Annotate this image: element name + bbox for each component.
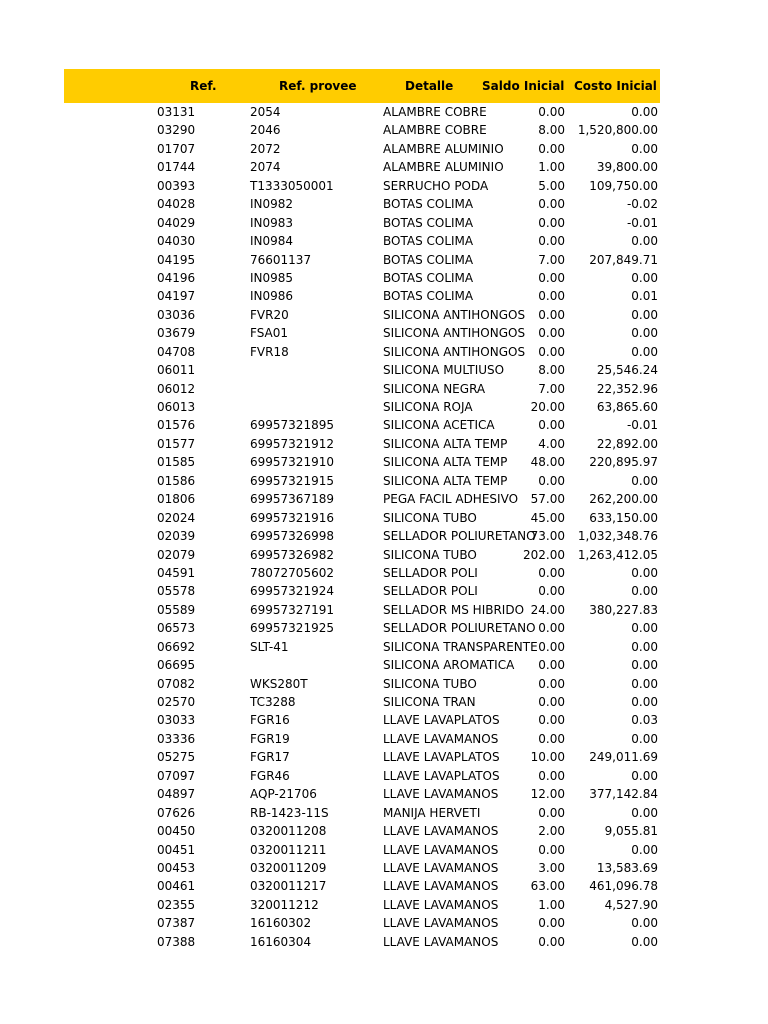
cell-costo-inicial[interactable]: 0.00	[631, 916, 658, 931]
table-row[interactable]	[64, 804, 660, 822]
cell-costo-inicial[interactable]: 0.00	[631, 307, 658, 322]
cell-costo-inicial[interactable]: 63,865.60	[596, 400, 658, 414]
header-costo-inicial[interactable]: Costo Inicial	[574, 79, 657, 93]
table-row[interactable]	[64, 638, 660, 656]
cell-detalle[interactable]: SILICONA ALTA TEMP	[383, 455, 508, 470]
cell-ref-provee[interactable]: 2054	[250, 105, 281, 119]
cell-detalle[interactable]: SELLADOR POLI	[383, 584, 478, 599]
cell-costo-inicial[interactable]: 207,849.71	[589, 252, 658, 267]
cell-detalle[interactable]: SILICONA AROMATICA	[383, 658, 515, 673]
cell-saldo-inicial[interactable]: 0.00	[538, 842, 565, 857]
table-row[interactable]	[64, 914, 660, 932]
cell-detalle[interactable]: SELLADOR MS HIBRIDO	[383, 602, 525, 617]
cell-saldo-inicial[interactable]: 0.00	[538, 234, 565, 249]
cell-saldo-inicial[interactable]: 0.00	[538, 639, 565, 654]
table-row[interactable]	[64, 177, 660, 195]
cell-saldo-inicial[interactable]: 1.00	[538, 160, 565, 175]
cell-saldo-inicial[interactable]: 8.00	[538, 123, 565, 138]
cell-saldo-inicial[interactable]: 45.00	[530, 510, 565, 525]
header-row	[64, 69, 660, 103]
cell-ref[interactable]: 02355	[157, 897, 196, 912]
table-row[interactable]	[64, 287, 660, 305]
table-row[interactable]	[64, 509, 660, 527]
cell-saldo-inicial[interactable]: 20.00	[530, 400, 565, 414]
cell-costo-inicial[interactable]: 377,142.84	[589, 787, 658, 802]
cell-ref-provee[interactable]: FGR46	[250, 768, 290, 783]
cell-costo-inicial[interactable]: 249,011.69	[589, 750, 658, 765]
cell-detalle[interactable]: LLAVE LAVAPLATOS	[383, 750, 500, 765]
cell-ref-provee[interactable]: IN0983	[250, 215, 294, 230]
cell-ref-provee[interactable]: 16160304	[250, 934, 312, 949]
cell-ref-provee[interactable]: 2072	[250, 141, 281, 156]
table-row[interactable]	[64, 693, 660, 711]
table-row[interactable]	[64, 453, 660, 471]
cell-detalle[interactable]: SILICONA ANTIHONGOS	[383, 326, 526, 341]
cell-ref-provee[interactable]: 69957321925	[250, 621, 334, 636]
table-row[interactable]	[64, 435, 660, 453]
cell-saldo-inicial[interactable]: 0.00	[538, 326, 565, 341]
cell-detalle[interactable]: BOTAS COLIMA	[383, 215, 474, 230]
cell-ref-provee[interactable]: 69957326998	[250, 529, 334, 544]
cell-costo-inicial[interactable]: 0.00	[631, 695, 658, 709]
header-ref[interactable]: Ref.	[190, 79, 217, 93]
cell-ref-provee[interactable]: 69957321910	[250, 455, 334, 470]
cell-costo-inicial[interactable]: 0.00	[631, 326, 658, 341]
cell-ref[interactable]: 06013	[157, 400, 196, 414]
table-row[interactable]	[64, 472, 660, 490]
cell-ref[interactable]: 07097	[157, 768, 196, 783]
cell-ref[interactable]: 04028	[157, 197, 196, 212]
cell-costo-inicial[interactable]: 1,263,412.05	[577, 547, 658, 562]
cell-ref-provee[interactable]: 0320011211	[250, 842, 327, 857]
cell-ref-provee[interactable]: FVR20	[250, 307, 289, 322]
cell-costo-inicial[interactable]: 1,032,348.76	[577, 529, 658, 544]
table-row[interactable]	[64, 748, 660, 766]
cell-saldo-inicial[interactable]: 0.00	[538, 731, 565, 746]
cell-costo-inicial[interactable]: 109,750.00	[589, 178, 658, 193]
cell-ref-provee[interactable]: FGR16	[250, 713, 290, 728]
cell-detalle[interactable]: SILICONA TRAN	[383, 695, 476, 709]
table-row[interactable]	[64, 933, 660, 951]
cell-ref[interactable]: 00453	[157, 860, 196, 875]
cell-detalle[interactable]: SILICONA ALTA TEMP	[383, 436, 508, 451]
cell-detalle[interactable]: SILICONA TRANSPARENTE	[383, 639, 538, 654]
cell-saldo-inicial[interactable]: 63.00	[530, 879, 565, 894]
cell-costo-inicial[interactable]: 0.00	[631, 639, 658, 654]
table-row[interactable]	[64, 841, 660, 859]
table-row[interactable]	[64, 785, 660, 803]
cell-costo-inicial[interactable]: 0.00	[631, 344, 658, 359]
table-row[interactable]	[64, 656, 660, 674]
cell-ref[interactable]: 04029	[157, 215, 196, 230]
cell-saldo-inicial[interactable]: 0.00	[538, 934, 565, 949]
table-row[interactable]	[64, 619, 660, 637]
cell-detalle[interactable]: BOTAS COLIMA	[383, 252, 474, 267]
cell-ref-provee[interactable]: IN0986	[250, 289, 294, 304]
cell-ref[interactable]: 04196	[157, 270, 196, 285]
cell-ref-provee[interactable]: 69957321924	[250, 584, 334, 599]
cell-saldo-inicial[interactable]: 0.00	[538, 916, 565, 931]
cell-detalle[interactable]: LLAVE LAVAMANOS	[383, 842, 499, 857]
cell-ref[interactable]: 04197	[157, 289, 196, 304]
cell-ref[interactable]: 03290	[157, 123, 196, 138]
cell-costo-inicial[interactable]: 0.01	[631, 289, 658, 304]
cell-ref-provee[interactable]: 69957321895	[250, 418, 334, 433]
cell-ref[interactable]: 01585	[157, 455, 196, 470]
cell-detalle[interactable]: BOTAS COLIMA	[383, 197, 474, 212]
cell-ref-provee[interactable]: 2046	[250, 123, 281, 138]
cell-detalle[interactable]: LLAVE LAVAPLATOS	[383, 768, 500, 783]
cell-saldo-inicial[interactable]: 0.00	[538, 584, 565, 599]
cell-ref-provee[interactable]: RB-1423-11S	[250, 805, 329, 820]
cell-saldo-inicial[interactable]: 0.00	[538, 565, 565, 580]
cell-saldo-inicial[interactable]: 0.00	[538, 344, 565, 359]
cell-ref-provee[interactable]: SLT-41	[250, 639, 289, 654]
cell-costo-inicial[interactable]: -0.02	[626, 197, 658, 212]
table-row[interactable]	[64, 877, 660, 895]
cell-costo-inicial[interactable]: 13,583.69	[596, 860, 658, 875]
cell-saldo-inicial[interactable]: 8.00	[538, 363, 565, 378]
cell-detalle[interactable]: SILICONA ANTIHONGOS	[383, 344, 526, 359]
table-row[interactable]	[64, 306, 660, 324]
table-row[interactable]	[64, 582, 660, 600]
cell-costo-inicial[interactable]: 0.00	[631, 270, 658, 285]
cell-costo-inicial[interactable]: 0.00	[631, 473, 658, 488]
table-row[interactable]	[64, 195, 660, 213]
cell-detalle[interactable]: ALAMBRE COBRE	[383, 123, 487, 138]
cell-costo-inicial[interactable]: 22,352.96	[596, 381, 658, 396]
cell-costo-inicial[interactable]: 633,150.00	[589, 510, 658, 525]
table-row[interactable]	[64, 103, 660, 121]
cell-ref[interactable]: 06695	[157, 658, 196, 673]
cell-ref[interactable]: 02570	[157, 695, 196, 709]
cell-ref-provee[interactable]: T1333050001	[250, 178, 334, 193]
cell-detalle[interactable]: LLAVE LAVAMANOS	[383, 879, 499, 894]
cell-detalle[interactable]: SILICONA ALTA TEMP	[383, 473, 508, 488]
cell-costo-inicial[interactable]: 1,520,800.00	[577, 123, 658, 138]
table-body	[64, 103, 660, 951]
cell-costo-inicial[interactable]: 0.00	[631, 658, 658, 673]
cell-ref-provee[interactable]: 76601137	[250, 252, 312, 267]
cell-ref-provee[interactable]: 0320011209	[250, 860, 327, 875]
header-ref-provee[interactable]: Ref. provee	[279, 79, 357, 93]
cell-detalle[interactable]: SILICONA TUBO	[383, 547, 477, 562]
cell-ref-provee[interactable]: 69957321916	[250, 510, 334, 525]
cell-costo-inicial[interactable]: 220,895.97	[589, 455, 658, 470]
cell-ref[interactable]: 04030	[157, 234, 196, 249]
cell-costo-inicial[interactable]: -0.01	[626, 418, 658, 433]
cell-detalle[interactable]: MANIJA HERVETI	[383, 805, 481, 820]
table-row[interactable]	[64, 822, 660, 840]
cell-ref-provee[interactable]: WKS280T	[250, 676, 308, 691]
cell-costo-inicial[interactable]: 0.00	[631, 805, 658, 820]
cell-ref-provee[interactable]: 69957321912	[250, 436, 334, 451]
cell-ref[interactable]: 07388	[157, 934, 196, 949]
cell-saldo-inicial[interactable]: 0.00	[538, 768, 565, 783]
cell-detalle[interactable]: LLAVE LAVAPLATOS	[383, 713, 500, 728]
cell-detalle[interactable]: LLAVE LAVAMANOS	[383, 860, 499, 875]
cell-costo-inicial[interactable]: 0.00	[631, 584, 658, 599]
cell-saldo-inicial[interactable]: 0.00	[538, 197, 565, 212]
cell-saldo-inicial[interactable]: 73.00	[530, 529, 565, 544]
cell-ref-provee[interactable]: TC3288	[250, 695, 296, 709]
cell-costo-inicial[interactable]: 0.00	[631, 141, 658, 156]
cell-detalle[interactable]: ALAMBRE ALUMINIO	[383, 141, 504, 156]
cell-ref[interactable]: 06012	[157, 381, 196, 396]
cell-saldo-inicial[interactable]: 24.00	[530, 602, 565, 617]
cell-detalle[interactable]: SILICONA TUBO	[383, 510, 477, 525]
cell-saldo-inicial[interactable]: 1.00	[538, 897, 565, 912]
cell-ref[interactable]: 01577	[157, 436, 196, 451]
cell-detalle[interactable]: SELLADOR POLIURETANO	[383, 621, 536, 636]
cell-saldo-inicial[interactable]: 0.00	[538, 658, 565, 673]
cell-detalle[interactable]: SILICONA ANTIHONGOS	[383, 307, 526, 322]
cell-saldo-inicial[interactable]: 0.00	[538, 270, 565, 285]
cell-ref-provee[interactable]: FGR19	[250, 731, 290, 746]
cell-detalle[interactable]: LLAVE LAVAMANOS	[383, 731, 499, 746]
inventory-sheet	[64, 69, 660, 951]
cell-ref[interactable]: 02039	[157, 529, 196, 544]
cell-ref-provee[interactable]: IN0984	[250, 234, 294, 249]
cell-costo-inicial[interactable]: 4,527.90	[604, 897, 658, 912]
cell-ref[interactable]: 00461	[157, 879, 196, 894]
cell-saldo-inicial[interactable]: 0.00	[538, 289, 565, 304]
table-row[interactable]	[64, 269, 660, 287]
cell-costo-inicial[interactable]: 461,096.78	[589, 879, 658, 894]
cell-ref-provee[interactable]: 0320011208	[250, 824, 327, 839]
cell-saldo-inicial[interactable]: 0.00	[538, 307, 565, 322]
cell-detalle[interactable]: LLAVE LAVAMANOS	[383, 787, 499, 802]
table-row[interactable]	[64, 527, 660, 545]
cell-ref[interactable]: 02024	[157, 510, 196, 525]
cell-saldo-inicial[interactable]: 0.00	[538, 676, 565, 691]
cell-saldo-inicial[interactable]: 202.00	[523, 547, 565, 562]
cell-detalle[interactable]: SILICONA TUBO	[383, 676, 477, 691]
cell-saldo-inicial[interactable]: 0.00	[538, 713, 565, 728]
cell-ref[interactable]: 07082	[157, 676, 196, 691]
cell-ref-provee[interactable]: IN0982	[250, 197, 294, 212]
cell-ref[interactable]: 01806	[157, 492, 196, 507]
table-row[interactable]	[64, 546, 660, 564]
cell-detalle[interactable]: LLAVE LAVAMANOS	[383, 824, 499, 839]
cell-ref[interactable]: 03033	[157, 713, 196, 728]
cell-detalle[interactable]: BOTAS COLIMA	[383, 289, 474, 304]
cell-ref-provee[interactable]: FGR17	[250, 750, 290, 765]
cell-ref[interactable]: 04708	[157, 344, 196, 359]
cell-saldo-inicial[interactable]: 0.00	[538, 805, 565, 820]
cell-costo-inicial[interactable]: 0.00	[631, 842, 658, 857]
cell-costo-inicial[interactable]: -0.01	[626, 215, 658, 230]
cell-detalle[interactable]: SELLADOR POLI	[383, 565, 478, 580]
cell-ref[interactable]: 04591	[157, 565, 196, 580]
cell-detalle[interactable]: SILICONA ACETICA	[383, 418, 495, 433]
cell-costo-inicial[interactable]: 39,800.00	[596, 160, 658, 175]
table-row[interactable]	[64, 251, 660, 269]
table-row[interactable]	[64, 564, 660, 582]
cell-saldo-inicial[interactable]: 0.00	[538, 141, 565, 156]
cell-ref-provee[interactable]: IN0985	[250, 270, 294, 285]
table-row[interactable]	[64, 343, 660, 361]
cell-ref-provee[interactable]: 78072705602	[250, 565, 334, 580]
cell-saldo-inicial[interactable]: 0.00	[538, 473, 565, 488]
cell-ref-provee[interactable]: 0320011217	[250, 879, 327, 894]
cell-saldo-inicial[interactable]: 0.00	[538, 215, 565, 230]
cell-detalle[interactable]: SERRUCHO PODA	[383, 178, 489, 193]
cell-detalle[interactable]: ALAMBRE ALUMINIO	[383, 160, 504, 175]
cell-saldo-inicial[interactable]: 48.00	[530, 455, 565, 470]
cell-ref[interactable]: 00393	[157, 178, 196, 193]
table-row[interactable]	[64, 380, 660, 398]
table-row[interactable]	[64, 896, 660, 914]
cell-saldo-inicial[interactable]: 0.00	[538, 105, 565, 119]
cell-ref[interactable]: 04195	[157, 252, 196, 267]
cell-saldo-inicial[interactable]: 0.00	[538, 695, 565, 709]
table-row[interactable]	[64, 675, 660, 693]
header-saldo-inicial[interactable]: Saldo Inicial	[482, 79, 565, 93]
cell-ref-provee[interactable]: 16160302	[250, 916, 312, 931]
cell-ref[interactable]: 01707	[157, 141, 196, 156]
table-row[interactable]	[64, 601, 660, 619]
table-row[interactable]	[64, 121, 660, 139]
cell-costo-inicial[interactable]: 9,055.81	[604, 824, 658, 839]
cell-costo-inicial[interactable]: 0.00	[631, 676, 658, 691]
cell-detalle[interactable]: LLAVE LAVAMANOS	[383, 897, 499, 912]
cell-ref[interactable]: 06692	[157, 639, 196, 654]
cell-detalle[interactable]: LLAVE LAVAMANOS	[383, 934, 499, 949]
cell-detalle[interactable]: BOTAS COLIMA	[383, 270, 474, 285]
table-row[interactable]	[64, 214, 660, 232]
cell-costo-inicial[interactable]: 22,892.00	[596, 436, 658, 451]
cell-ref[interactable]: 02079	[157, 547, 196, 562]
table-row[interactable]	[64, 859, 660, 877]
cell-costo-inicial[interactable]: 0.00	[631, 731, 658, 746]
cell-costo-inicial[interactable]: 0.00	[631, 105, 658, 119]
cell-detalle[interactable]: SILICONA ROJA	[383, 400, 473, 414]
table-row[interactable]	[64, 158, 660, 176]
cell-ref-provee[interactable]: 2074	[250, 160, 281, 175]
cell-costo-inicial[interactable]: 0.00	[631, 621, 658, 636]
cell-detalle[interactable]: SELLADOR POLIURETANO	[383, 529, 536, 544]
cell-detalle[interactable]: BOTAS COLIMA	[383, 234, 474, 249]
cell-saldo-inicial[interactable]: 57.00	[530, 492, 565, 507]
cell-saldo-inicial[interactable]: 7.00	[538, 252, 565, 267]
table-row[interactable]	[64, 490, 660, 508]
cell-ref[interactable]: 03131	[157, 105, 196, 119]
cell-saldo-inicial[interactable]: 12.00	[530, 787, 565, 802]
cell-ref-provee[interactable]: 69957326982	[250, 547, 334, 562]
cell-ref[interactable]: 06011	[157, 363, 196, 378]
cell-detalle[interactable]: SILICONA MULTIUSO	[383, 363, 505, 378]
cell-ref[interactable]: 07626	[157, 805, 196, 820]
table-row[interactable]	[64, 767, 660, 785]
cell-costo-inicial[interactable]: 0.00	[631, 234, 658, 249]
cell-saldo-inicial[interactable]: 0.00	[538, 418, 565, 433]
table-row[interactable]	[64, 711, 660, 729]
table-row[interactable]	[64, 324, 660, 342]
cell-saldo-inicial[interactable]: 4.00	[538, 436, 565, 451]
table-row[interactable]	[64, 232, 660, 250]
table-row[interactable]	[64, 398, 660, 416]
cell-ref-provee[interactable]: FVR18	[250, 344, 289, 359]
cell-detalle[interactable]: LLAVE LAVAMANOS	[383, 916, 499, 931]
cell-ref-provee[interactable]: AQP-21706	[250, 787, 317, 802]
cell-ref-provee[interactable]: 69957321915	[250, 473, 334, 488]
table-row[interactable]	[64, 730, 660, 748]
cell-ref[interactable]: 03679	[157, 326, 196, 341]
cell-ref-provee[interactable]: 320011212	[250, 897, 319, 912]
cell-saldo-inicial[interactable]: 7.00	[538, 381, 565, 396]
cell-costo-inicial[interactable]: 262,200.00	[589, 492, 658, 507]
cell-ref[interactable]: 04897	[157, 787, 196, 802]
cell-detalle[interactable]: ALAMBRE COBRE	[383, 105, 487, 119]
cell-saldo-inicial[interactable]: 2.00	[538, 824, 565, 839]
cell-saldo-inicial[interactable]: 10.00	[530, 750, 565, 765]
cell-ref[interactable]: 07387	[157, 916, 196, 931]
cell-costo-inicial[interactable]: 0.00	[631, 768, 658, 783]
cell-ref[interactable]: 01586	[157, 473, 196, 488]
cell-ref[interactable]: 05275	[157, 750, 196, 765]
cell-detalle[interactable]: SILICONA NEGRA	[383, 381, 486, 396]
cell-costo-inicial[interactable]: 0.00	[631, 565, 658, 580]
table-row[interactable]	[64, 416, 660, 434]
cell-ref-provee[interactable]: 69957367189	[250, 492, 334, 507]
cell-ref-provee[interactable]: FSA01	[250, 326, 289, 341]
cell-ref[interactable]: 01576	[157, 418, 196, 433]
cell-saldo-inicial[interactable]: 0.00	[538, 621, 565, 636]
cell-costo-inicial[interactable]: 25,546.24	[596, 363, 658, 378]
cell-costo-inicial[interactable]: 0.03	[631, 713, 658, 728]
cell-ref[interactable]: 00451	[157, 842, 196, 857]
cell-detalle[interactable]: PEGA FACIL ADHESIVO	[383, 492, 519, 507]
cell-costo-inicial[interactable]: 380,227.83	[589, 602, 658, 617]
cell-ref[interactable]: 03336	[157, 731, 196, 746]
cell-ref[interactable]: 00450	[157, 824, 196, 839]
header-detalle[interactable]: Detalle	[405, 79, 454, 93]
cell-ref[interactable]: 05589	[157, 602, 196, 617]
cell-saldo-inicial[interactable]: 5.00	[538, 178, 565, 193]
cell-saldo-inicial[interactable]: 3.00	[538, 860, 565, 875]
cell-costo-inicial[interactable]: 0.00	[631, 934, 658, 949]
table-row[interactable]	[64, 361, 660, 379]
table-row[interactable]	[64, 140, 660, 158]
cell-ref[interactable]: 05578	[157, 584, 196, 599]
cell-ref[interactable]: 06573	[157, 621, 196, 636]
cell-ref[interactable]: 01744	[157, 160, 196, 175]
cell-ref-provee[interactable]: 69957327191	[250, 602, 334, 617]
cell-ref[interactable]: 03036	[157, 307, 196, 322]
